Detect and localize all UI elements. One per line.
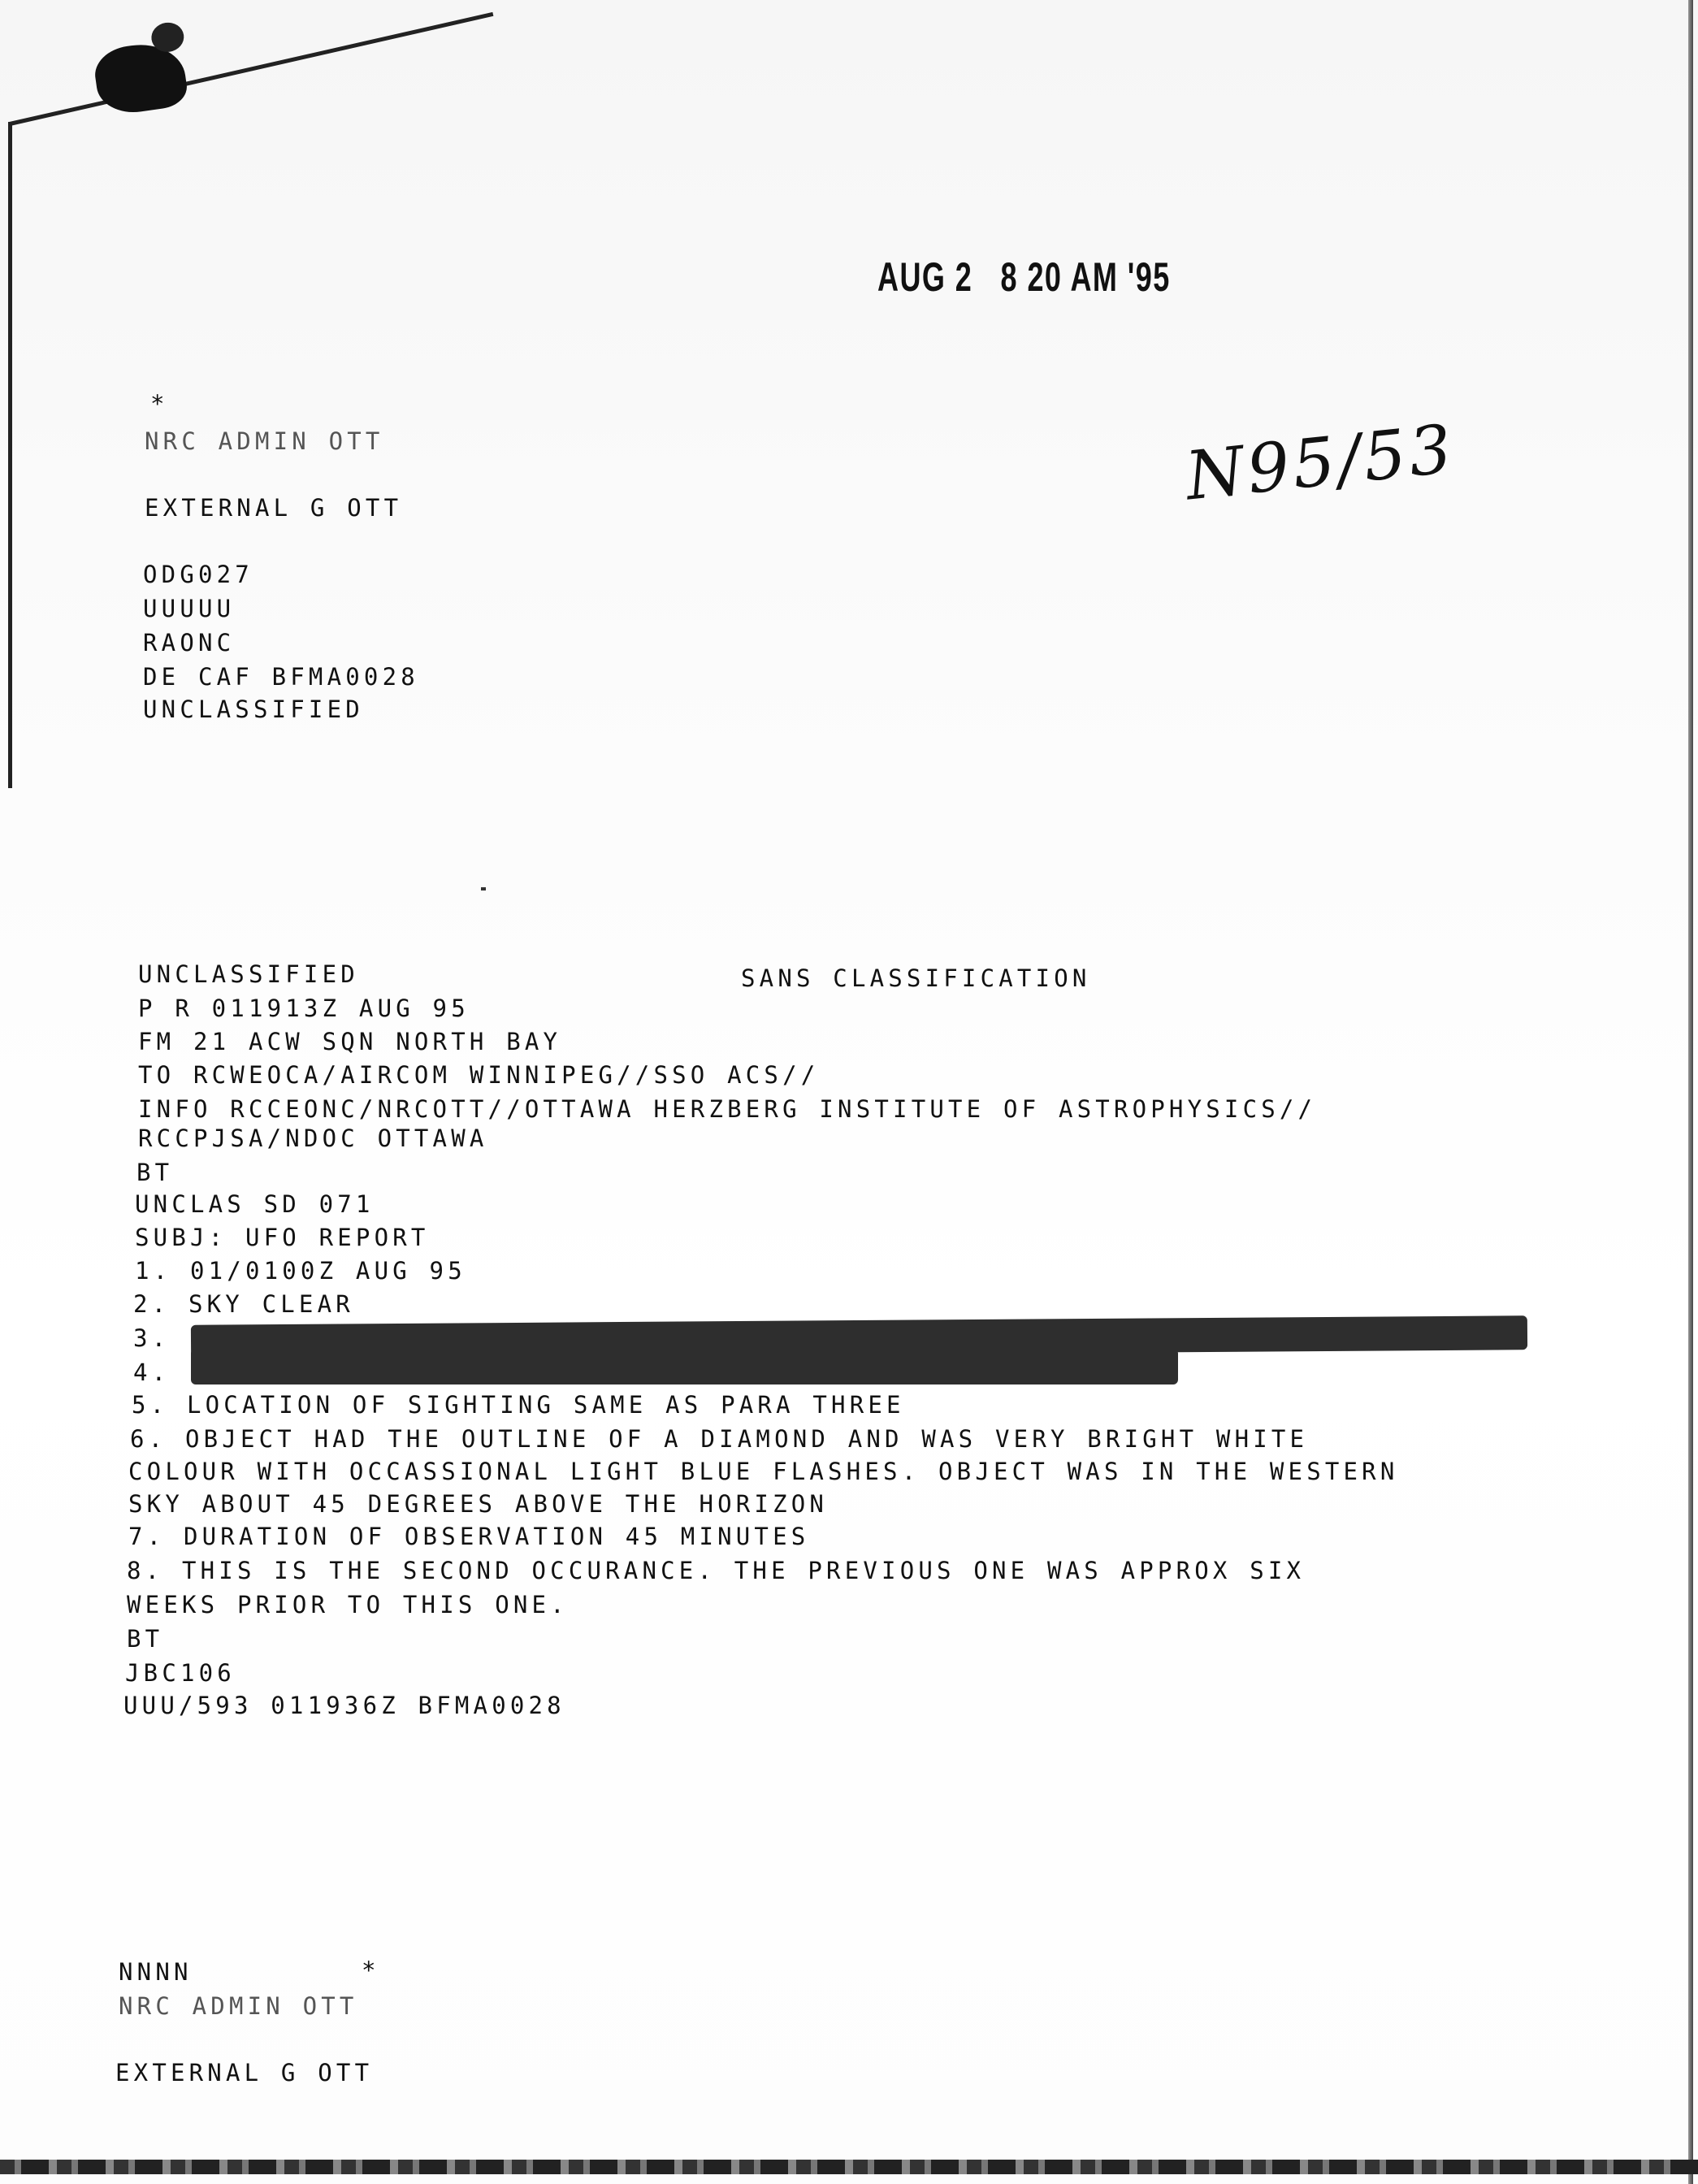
message-line: FM 21 ACW SQN NORTH BAY	[138, 1028, 562, 1055]
message-line: TO RCWEOCA/AIRCOM WINNIPEG//SSO ACS//	[138, 1061, 820, 1089]
message-line: BT	[127, 1625, 164, 1653]
header-line: UNCLASSIFIED	[143, 696, 364, 723]
header-line: UUUUU	[143, 595, 236, 622]
footer-address: NRC ADMIN OTT	[119, 1992, 358, 2020]
message-line: COLOUR WITH OCCASSIONAL LIGHT BLUE FLASHES. OBJECT WAS IN THE WESTERN	[128, 1458, 1399, 1485]
message-para: 6. OBJECT HAD THE OUTLINE OF A DIAMOND AND WAS VERY BRIGHT WHITE	[130, 1425, 1309, 1453]
header-line: RAONC	[143, 629, 236, 656]
footer-external: EXTERNAL G OTT	[115, 2059, 374, 2086]
message-para: 8. THIS IS THE SECOND OCCURANCE. THE PREVIOUS ONE WAS APPROX SIX	[127, 1557, 1306, 1584]
message-para: 5. LOCATION OF SIGHTING SAME AS PARA THREE	[132, 1391, 905, 1419]
message-line: UNCLAS SD 071	[135, 1190, 375, 1218]
message-line: BT	[136, 1159, 174, 1186]
message-subject: SUBJ: UFO REPORT	[135, 1224, 430, 1251]
scan-fold-line	[9, 12, 493, 126]
classification-label: UNCLASSIFIED	[138, 960, 359, 988]
classification-label-french: SANS CLASSIFICATION	[741, 964, 1091, 992]
message-line: P R 011913Z AUG 95	[138, 994, 470, 1022]
footer-asterisk: *	[362, 1956, 380, 1984]
message-line: WEEKS PRIOR TO THIS ONE.	[127, 1591, 569, 1618]
message-line: INFO RCCEONC/NRCOTT//OTTAWA HERZBERG INSTITUTE OF ASTROPHYSICS//	[138, 1095, 1317, 1123]
message-para: 7. DURATION OF OBSERVATION 45 MINUTES	[128, 1523, 810, 1550]
handwritten-file-number: N95/53	[1182, 410, 1459, 516]
speck	[481, 887, 486, 890]
message-line: RCCPJSA/NDOC OTTAWA	[138, 1124, 488, 1152]
header-line: ODG027	[143, 561, 253, 588]
header-external: EXTERNAL G OTT	[145, 494, 403, 522]
scan-edge-bottom	[0, 2160, 1698, 2174]
redaction-bar	[191, 1349, 1178, 1384]
message-line: UUU/593 011936Z BFMA0028	[123, 1692, 565, 1719]
footer-nnnn: NNNN	[119, 1958, 193, 1986]
header-line: DE CAF BFMA0028	[143, 663, 419, 691]
message-line: JBC106	[125, 1659, 236, 1687]
message-para: 3.	[133, 1324, 171, 1352]
header-address: NRC ADMIN OTT	[145, 427, 384, 455]
received-date-stamp: AUG 2 8 20 AM '95	[877, 254, 1171, 300]
scan-edge-right	[1688, 0, 1693, 2184]
torn-corner	[92, 39, 189, 118]
header-asterisk: *	[150, 390, 169, 418]
message-para: 2. SKY CLEAR	[133, 1290, 354, 1318]
scan-edge-left	[8, 122, 12, 788]
message-para: 4.	[133, 1358, 171, 1386]
message-para: 1. 01/0100Z AUG 95	[135, 1257, 466, 1285]
message-line: SKY ABOUT 45 DEGREES ABOVE THE HORIZON	[128, 1490, 829, 1518]
